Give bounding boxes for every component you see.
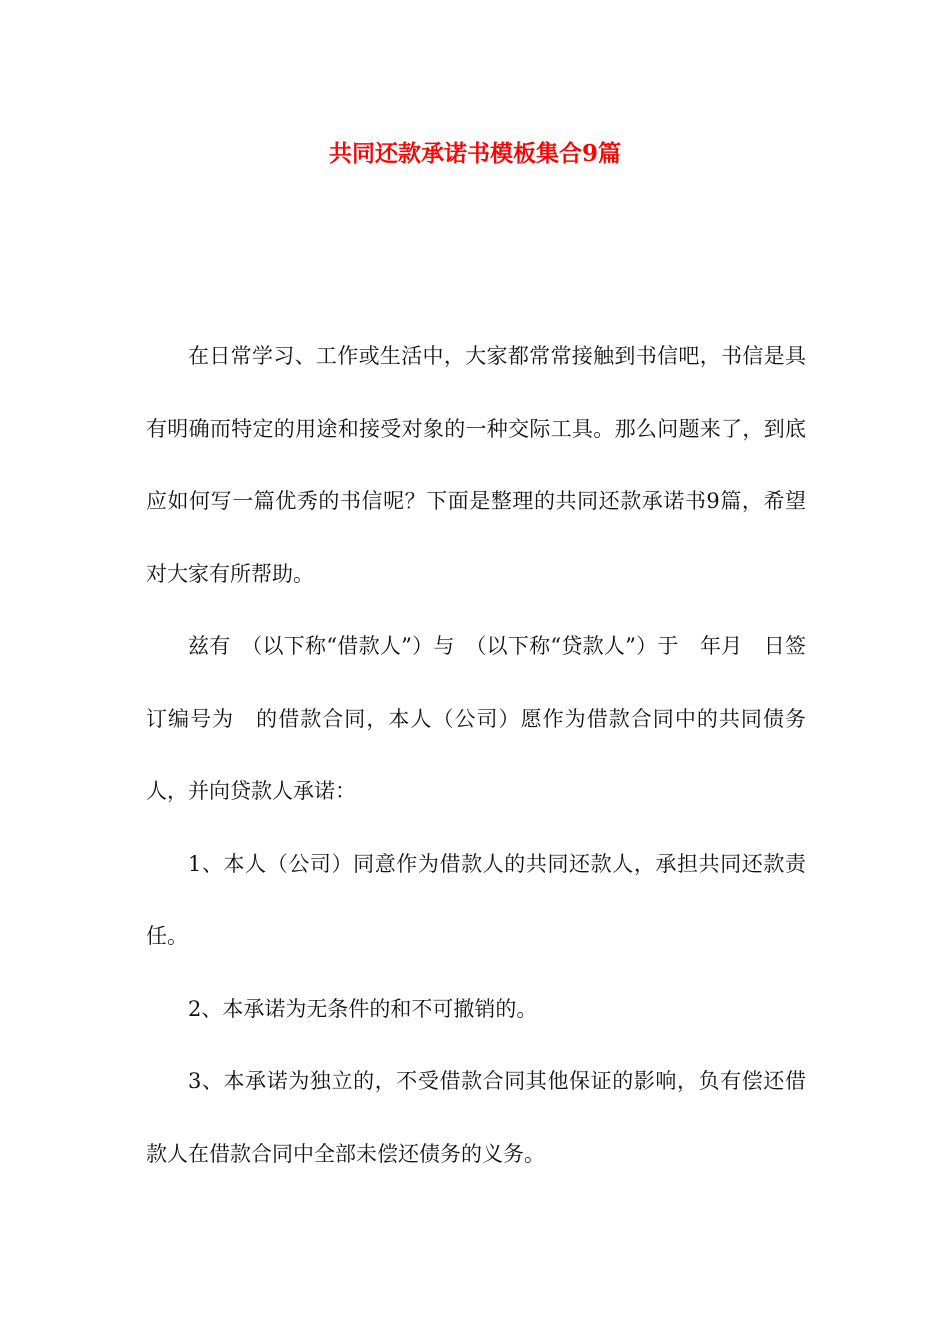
paragraph-item-2: 2、本承诺为无条件的和不可撤销的。 (188, 996, 538, 1021)
paragraph-intro: 在日常学习、工作或生活中，大家都常常接触到书信吧，书信是具有明确而特定的用途和接受对象的一种交际工具。那么问题来了，到底应如何写一篇优秀的书信呢？下面是整理的共同还款承诺书9篇，希望对大家有所帮助。 (146, 344, 806, 586)
paragraph-statement: 兹有 （以下称“借款人”）与 （以下称“贷款人”）于 年月 日签订编号为 的借款合同，本人（公司）愿作为借款合同中的共同债务人，并向贷款人承诺： (146, 634, 806, 803)
document-title: 共同还款承诺书模板集合9篇 (328, 140, 621, 167)
document-body (146, 320, 806, 1190)
paragraph-item-1: 1、本人（公司）同意作为借款人的共同还款人，承担共同还款责任。 (146, 851, 806, 948)
paragraph-item-3: 3、本承诺为独立的，不受借款合同其他保证的影响，负有偿还借款人在借款合同中全部未偿还债务的义务。 (146, 1069, 806, 1166)
